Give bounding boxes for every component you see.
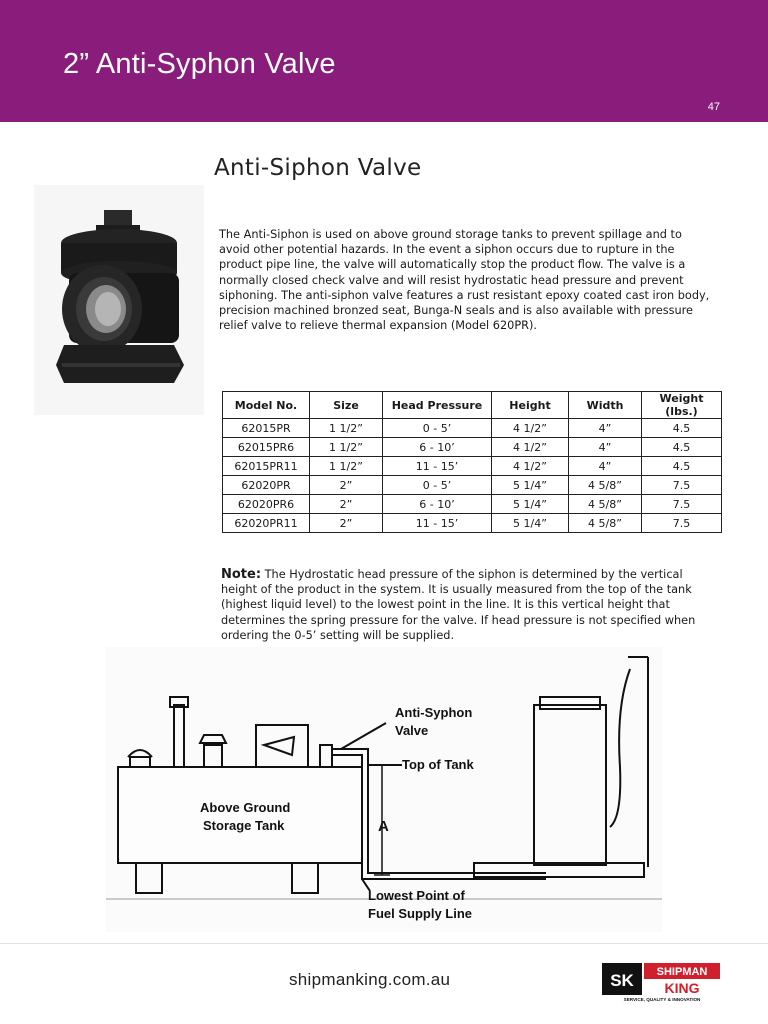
diagram-label-valve-2: Valve [395, 723, 429, 738]
col-header-height: Height [492, 392, 569, 419]
cell-model: 62020PR11 [223, 514, 310, 533]
diagram-label-a: A [378, 818, 389, 835]
table-row [223, 419, 722, 438]
cell-height: 4 1/2” [492, 438, 569, 457]
page-number: 47 [707, 101, 720, 113]
spec-table [222, 391, 722, 533]
logo-mark-text: SK [610, 971, 634, 990]
table-row [223, 476, 722, 495]
cell-head-pressure: 6 - 10’ [383, 438, 492, 457]
col-header-width: Width [569, 392, 642, 419]
cell-weight: 4.5 [642, 419, 722, 438]
cell-size: 2” [310, 476, 383, 495]
diagram-label-top-of-tank: Top of Tank [402, 757, 474, 772]
cell-width: 4” [569, 457, 642, 476]
note-label: Note: [221, 567, 262, 582]
diagram-label-valve-1: Anti-Syphon [395, 705, 473, 720]
cell-model: 62020PR [223, 476, 310, 495]
footer-divider [0, 943, 768, 944]
col-header-weight: Weight (lbs.) [642, 392, 722, 419]
logo-line2: KING [664, 980, 700, 996]
table-header-row [223, 392, 722, 419]
cell-weight: 7.5 [642, 476, 722, 495]
cell-height: 5 1/4” [492, 514, 569, 533]
table-row [223, 438, 722, 457]
cell-model: 62015PR6 [223, 438, 310, 457]
diagram-label-lowest-2: Fuel Supply Line [368, 906, 473, 921]
cell-weight: 7.5 [642, 514, 722, 533]
cell-head-pressure: 11 - 15’ [383, 457, 492, 476]
table-row [223, 457, 722, 476]
diagram-label-lowest-1: Lowest Point of [368, 888, 465, 903]
cell-model: 62015PR [223, 419, 310, 438]
footer-website-link[interactable]: shipmanking.com.au [289, 970, 451, 989]
col-header-model: Model No. [223, 392, 310, 419]
product-description: The Anti-Siphon is used on above ground storage tanks to prevent spillage and to avoid other potential hazards. In the event a siphon occurs due to rupture in the product pipe line, the valve will automatically stop the product flow. The valve is a normally closed check valve and will resist hydrostatic head pressure and prevent siphoning. The anti-siphon valve features a rust resistant epoxy coated cast iron body, precision machined bronzed seat, Bunga-N seals and is also available with pressure relief valve to relieve thermal expansion (Model 620PR). [219, 228, 710, 333]
col-header-size: Size [310, 392, 383, 419]
installation-diagram [106, 647, 662, 932]
cell-head-pressure: 0 - 5’ [383, 419, 492, 438]
cell-size: 2” [310, 495, 383, 514]
cell-head-pressure: 0 - 5’ [383, 476, 492, 495]
shipman-king-logo [602, 962, 722, 1002]
cell-width: 4 5/8” [569, 514, 642, 533]
table-row [223, 495, 722, 514]
cell-size: 1 1/2” [310, 419, 383, 438]
logo-line1: SHIPMAN [656, 966, 708, 978]
cell-head-pressure: 6 - 10’ [383, 495, 492, 514]
diagram-label-tank-2: Storage Tank [203, 818, 285, 833]
cell-width: 4” [569, 419, 642, 438]
cell-weight: 4.5 [642, 438, 722, 457]
cell-model: 62020PR6 [223, 495, 310, 514]
cell-weight: 7.5 [642, 495, 722, 514]
cell-width: 4 5/8” [569, 495, 642, 514]
cell-head-pressure: 11 - 15’ [383, 514, 492, 533]
cell-size: 1 1/2” [310, 457, 383, 476]
cell-height: 4 1/2” [492, 419, 569, 438]
cell-height: 4 1/2” [492, 457, 569, 476]
cell-size: 2” [310, 514, 383, 533]
page-header [0, 0, 768, 122]
section-title: Anti-Siphon Valve [214, 155, 422, 181]
header-title: 2” Anti-Syphon Valve [63, 48, 336, 80]
cell-model: 62015PR11 [223, 457, 310, 476]
table-row [223, 514, 722, 533]
cell-width: 4 5/8” [569, 476, 642, 495]
cell-height: 5 1/4” [492, 476, 569, 495]
col-header-head-pressure: Head Pressure [383, 392, 492, 419]
diagram-label-tank-1: Above Ground [200, 800, 291, 815]
cell-width: 4” [569, 438, 642, 457]
note-text: The Hydrostatic head pressure of the siphon is determined by the vertical height of the product in the system. It is usually measured from the top of the tank (highest liquid level) to the lowest point in the line. It is this vertical height that determines the spring pressure for the valve. If head pressure is not specified when ordering the 0-5’ setting will be supplied. [221, 568, 696, 642]
cell-weight: 4.5 [642, 457, 722, 476]
logo-tagline: SERVICE, QUALITY & INNOVATION [623, 997, 701, 1002]
cell-size: 1 1/2” [310, 438, 383, 457]
cell-height: 5 1/4” [492, 495, 569, 514]
note-paragraph [221, 567, 721, 643]
valve-product-photo [34, 185, 204, 415]
